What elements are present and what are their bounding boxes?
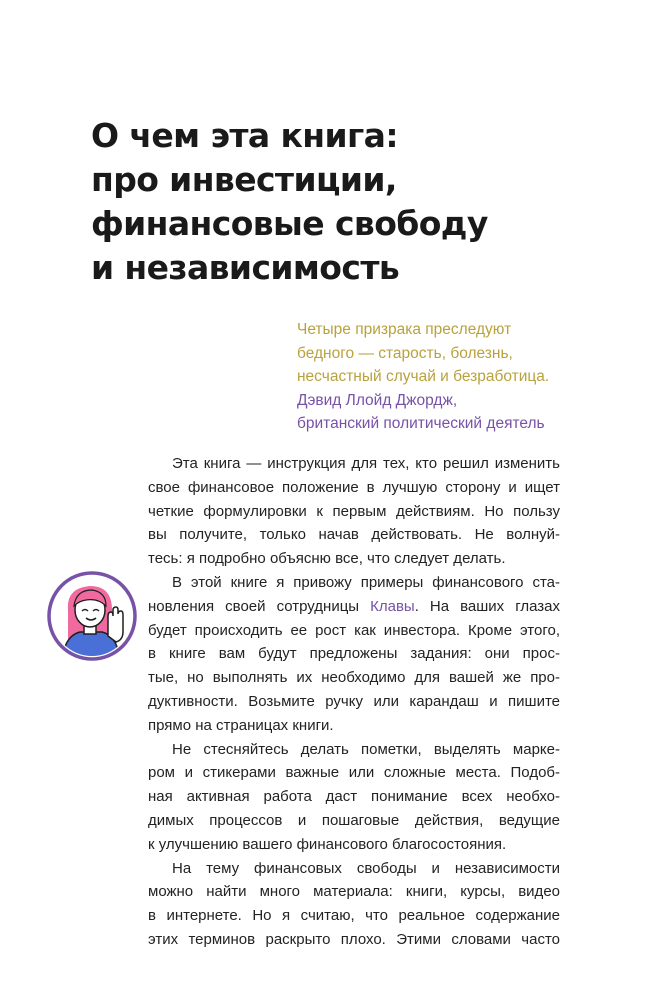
klava-avatar-icon [46,570,138,662]
chapter-title-line: и независимость [91,248,400,287]
text-line: вы получите, только начав действовать. Не волнуй- [148,526,560,544]
text-line: можно найти много материала: книги, курсы, видео [148,883,560,901]
epigraph-quote-line: Четыре призрака преследуют [297,321,512,338]
chapter-title-line: финансовые свободу [91,204,488,243]
text-line: свое финансовое положение в лучшую сторону и ищет [148,478,560,496]
chapter-title-line: про инвестиции, [91,160,397,199]
text-line: четкие формулировки к первым действиям. Но пользу [148,502,560,520]
text-line: к улучшению вашего финансового благосостояния. [148,835,507,853]
epigraph-quote [297,318,597,389]
text-line: Не стесняйтесь делать пометки, выделять марке- [172,740,560,758]
text-line: В этой книге я привожу примеры финансового ста- [172,573,560,591]
text-fragment: . На ваших глазах [414,597,560,615]
epigraph-quote-line: бедного — старость, болезнь, [297,344,513,362]
text-line: тесь: я подробно объясню все, что следует делать. [148,550,506,568]
text-line: Эта книга — инструкция для тех, кто решил изменить [172,455,560,472]
epigraph [297,318,597,436]
chapter-title-line: О чем эта книга: [91,116,398,155]
epigraph-author-line: британский политический деятель [297,415,545,432]
epigraph-quote-line: несчастный случай и безработица. [297,368,550,385]
chapter-title [91,114,611,290]
text-line: дуктивности. Возьмите ручку или карандаш и пишите [148,692,560,710]
text-line: тые, но выполнять их необходимо для вашей же про- [148,669,560,687]
epigraph-author [297,389,597,436]
body-text [148,452,560,952]
text-line: ная активная работа даст понимание всех необхо- [148,788,560,806]
text-line: будет происходить ее рост как инвестора. Кроме этого, [148,621,560,639]
text-fragment: новления своей сотрудницы [148,597,371,615]
text-line: в книге вам будут предложены задания: они прос- [148,645,560,663]
text-line: ром и стикерами важные или сложные места. Подоб- [148,764,560,782]
text-line [148,595,560,619]
epigraph-author-line: Дэвид Ллойд Джордж, [297,391,458,409]
text-line: этих терминов раскрыто плохо. Этими словами часто [148,930,560,948]
text-line: На тему финансовых свободы и независимости [172,859,560,877]
text-line: в интернете. Но я считаю, что реальное содержание [148,907,560,925]
text-line: прямо на страницах книги. [148,716,334,734]
character-name-klava: Клавы [370,597,415,615]
text-line: димых процессов и пошаговые действия, ведущие [148,811,560,829]
